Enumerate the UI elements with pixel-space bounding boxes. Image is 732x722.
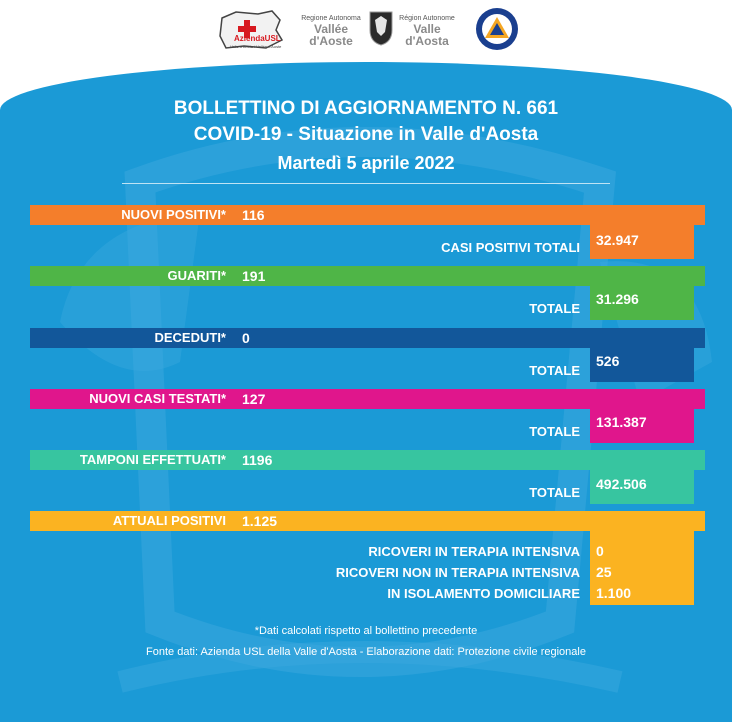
- source-note: Fonte dati: Azienda USL della Valle d'Aosta - Elaborazione dati: Protezione civile regionale: [146, 646, 586, 658]
- attuali-positivi-value: 1.125: [242, 513, 278, 529]
- region-logo-2: [396, 15, 458, 59]
- region-logo-2-small: Région Autonome: [399, 15, 455, 22]
- bulletin-title: BOLLETTINO DI AGGIORNAMENTO N. 661: [173, 98, 559, 119]
- isolamento-domiciliare-label: IN ISOLAMENTO DOMICILIARE: [387, 586, 580, 601]
- azienda-usl-name: AziendaUSL: [234, 34, 281, 43]
- azienda-usl-subtitle: Valle d'Aosta / Vallée d'Aoste: [230, 44, 282, 49]
- ricoveri-ti-label: RICOVERI IN TERAPIA INTENSIVA: [368, 544, 580, 559]
- deceduti-total-label: TOTALE: [529, 363, 580, 378]
- footnote: *Dati calcolati rispetto al bollettino precedente: [254, 625, 478, 637]
- ricoveri-ti-value: 0: [596, 543, 604, 559]
- attuali-positivi-label-box: [30, 511, 232, 531]
- protezione-civile-icon: [474, 6, 520, 50]
- logo-header: [0, 0, 732, 62]
- nuovi-casi-testati-label: NUOVI CASI TESTATI*: [89, 391, 226, 406]
- tamponi-total-value: 492.506: [596, 476, 647, 492]
- nuovi-positivi-value: 116: [242, 207, 265, 223]
- casi-positivi-totali-value: 32.947: [596, 232, 639, 248]
- isolamento-domiciliare-value: 1.100: [596, 585, 632, 601]
- region-logo-1-big: Vallée d'Aoste: [309, 22, 353, 48]
- tamponi-value: 1196: [242, 452, 273, 468]
- ricoveri-non-ti-label: RICOVERI NON IN TERAPIA INTENSIVA: [335, 565, 580, 580]
- nuovi-positivi-label: NUOVI POSITIVI*: [121, 207, 226, 222]
- guariti-total-label: TOTALE: [529, 301, 580, 316]
- region-crest-icon: [368, 10, 394, 54]
- attuali-positivi-label: ATTUALI POSITIVI: [112, 513, 226, 528]
- guariti-label-box: [30, 266, 232, 286]
- deceduti-label-box: [30, 328, 232, 348]
- deceduti-value: 0: [242, 330, 250, 346]
- guariti-label: GUARITI*: [167, 268, 226, 283]
- nuovi-casi-testati-label-box: [30, 389, 232, 409]
- ricoveri-non-ti-value: 25: [596, 564, 612, 580]
- azienda-usl-logo: [214, 8, 292, 52]
- bulletin-subtitle: COVID-19 - Situazione in Valle d'Aosta: [193, 124, 539, 145]
- guariti-total-value: 31.296: [596, 291, 639, 307]
- region-logo-2-big: Valle d'Aosta: [405, 22, 449, 48]
- tamponi-label: TAMPONI EFFETTUATI*: [79, 452, 226, 467]
- title-divider: [122, 183, 610, 184]
- region-logo-1-small: Regione Autonoma: [301, 15, 361, 22]
- casi-positivi-totali-label: CASI POSITIVI TOTALI: [441, 240, 580, 255]
- nuovi-casi-testati-value: 127: [242, 391, 266, 407]
- deceduti-total-value: 526: [596, 353, 620, 369]
- nuovi-casi-testati-total-value: 131.387: [596, 414, 647, 430]
- bulletin-date: Martedì 5 aprile 2022: [277, 153, 455, 173]
- tamponi-label-box: [30, 450, 232, 470]
- region-logo-1: [300, 15, 362, 59]
- nuovi-positivi-label-box: [30, 205, 232, 225]
- deceduti-label: DECEDUTI*: [154, 330, 226, 345]
- tamponi-total-label: TOTALE: [529, 485, 580, 500]
- nuovi-casi-testati-total-label: TOTALE: [529, 424, 580, 439]
- guariti-value: 191: [242, 268, 266, 284]
